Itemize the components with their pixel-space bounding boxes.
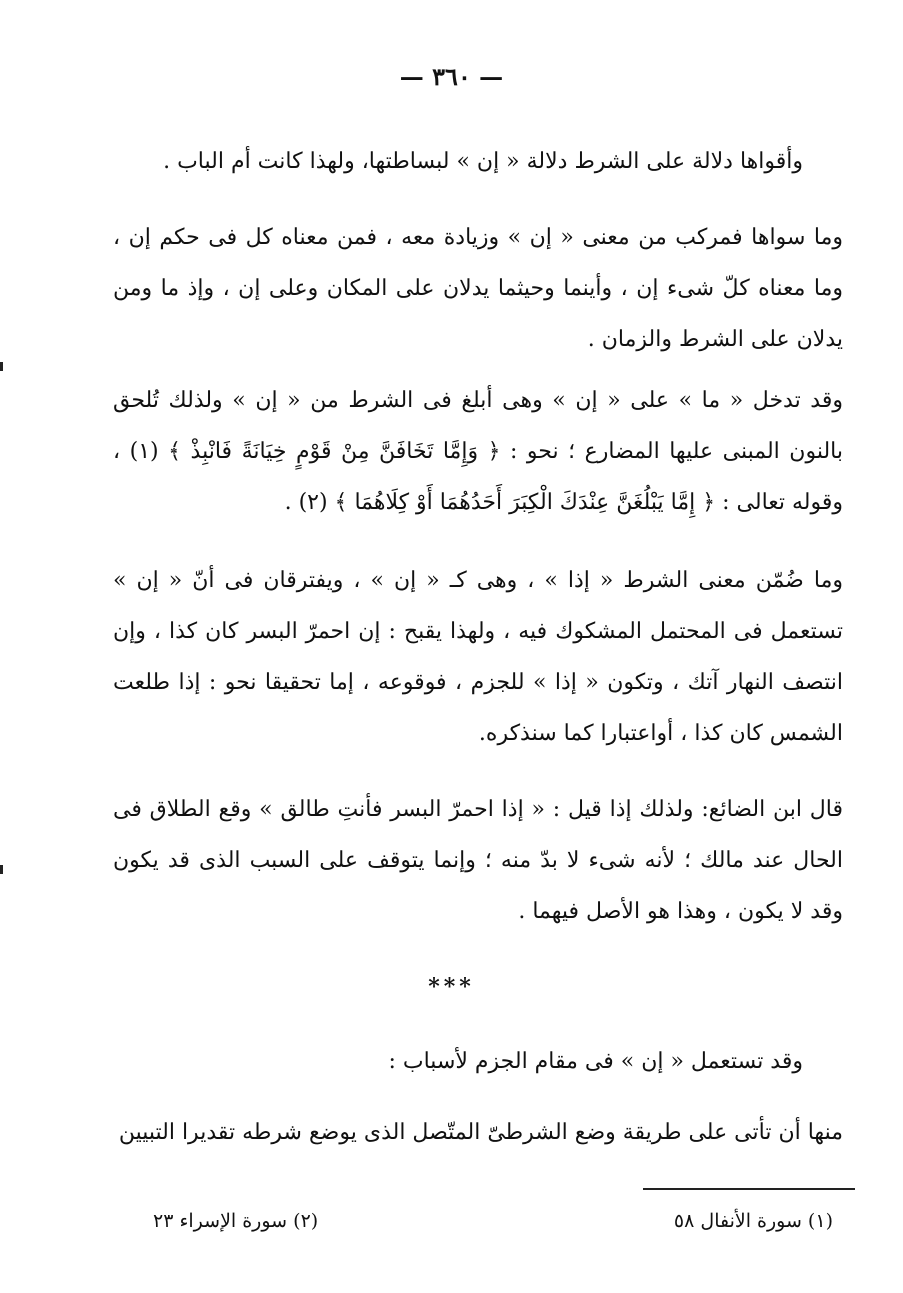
margin-mark [0, 362, 3, 371]
paragraph-2 [113, 212, 843, 365]
paragraph-text: منها أن تأتى على طريقة وضع الشرطىّ المتّصل الذى يوضع شرطه تقديرا التبيين [118, 1120, 843, 1145]
footnote-2: (٢) سورة الإسراء ٢٣ [153, 1210, 319, 1232]
paragraph-3 [113, 375, 843, 528]
paragraph-text: وما ضُمّن معنى الشرط « إذا » ، وهى كـ « إن » ، ويفترقان فى أنّ « إن » تستعمل فى المحتمل المشكوك فيه ، ولهذا يقبح : إن احمرّ البسر كان كذا ، وإن انتصف النهار آتك ، وتكون « إذا » للجزم ، فوقوعه ، إما تحقيقا نحو : إذا طلعت الشمس كان كذا ، أواعتبارا كما سنذكره. [113, 568, 843, 746]
footnote-1: (١) سورة الأنفال ٥٨ [673, 1210, 833, 1232]
paragraph-text: وقد تستعمل « إن » فى مقام الجزم لأسباب : [388, 1049, 803, 1074]
paragraph-1 [113, 136, 803, 187]
paragraph-4 [113, 555, 843, 759]
footnote-divider [643, 1188, 855, 1190]
paragraph-text: وأقواها دلالة على الشرط دلالة « إن » لبساطتها، ولهذا كانت أم الباب . [163, 149, 803, 174]
page-number: — ٣٦٠ — [399, 62, 504, 91]
paragraph-7 [113, 1107, 843, 1158]
paragraph-5 [113, 784, 843, 937]
paragraph-6 [113, 1036, 803, 1087]
margin-mark [0, 865, 3, 874]
paragraph-text: وقد تدخل « ما » على « إن » وهى أبلغ فى الشرط من « إن » ولذلك تُلحق بالنون المبنى عليها المضارع ؛ نحو : ﴿ وَإِمَّا تَخَافَنَّ مِنْ قَوْمٍ خِيَانَةً فَانْبِذْ ﴾ (١) ، وقوله تعالى : ﴿ إِمَّا يَبْلُغَنَّ عِنْدَكَ الْكِبَرَ أَحَدُهُمَا أَوْ كِلَاهُمَا ﴾ (٢) . [113, 388, 843, 515]
paragraph-text: وما سواها فمركب من معنى « إن » وزيادة معه ، فمن معناه كل فى حكم إن ، وما معناه كلّ شىء إن ، وأينما وحيثما يدلان على المكان وعلى إن ، وإذ ما ومن يدلان على الشرط والزمان . [113, 225, 843, 352]
paragraph-text: قال ابن الضائع: ولذلك إذا قيل : « إذا احمرّ البسر فأنتِ طالق » وقع الطلاق فى الحال عند مالك ؛ لأنه شىء لا بدّ منه ؛ وإنما يتوقف على السبب الذى قد يكون وقد لا يكون ، وهذا هو الأصل فيهما . [113, 797, 843, 924]
footnotes [153, 1210, 833, 1232]
section-separator: *** [428, 974, 475, 1000]
